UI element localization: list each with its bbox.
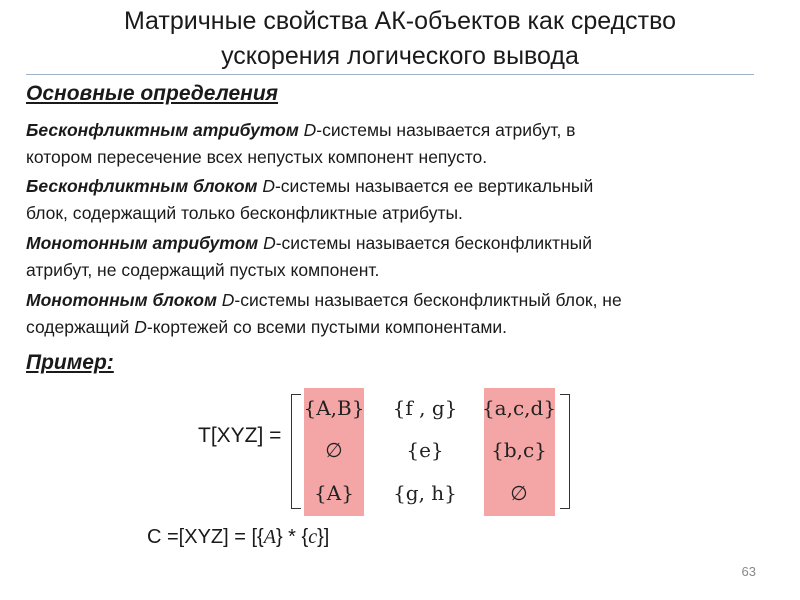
page-number: 63 [741, 564, 756, 579]
matrix-cell: {e} [406, 438, 444, 462]
title-divider [26, 74, 754, 75]
definition-text: атрибут, не содержащий пустых компонент. [26, 260, 380, 280]
matrix-cell: ∅ [510, 481, 528, 505]
section-heading: Основные определения [26, 82, 279, 105]
definition-1 [26, 117, 766, 171]
slide-title-line-2: ускорения логического вывода [221, 42, 579, 70]
definition-text: -системы называется ее вертикальный [274, 176, 594, 196]
matrix-cell: {f , g} [392, 396, 458, 420]
matrix-cell: {b,c} [491, 438, 547, 462]
definition-term: Бесконфликтным блоком [26, 176, 258, 196]
definition-text: -системы называется бесконфликтный блок, не [234, 290, 622, 310]
slide-title-line-1: Матричные свойства АК-объектов как средство [123, 7, 677, 35]
definition-term: Бесконфликтным атрибутом [26, 120, 299, 140]
definition-3 [26, 230, 766, 284]
formula-var-a: A [263, 526, 276, 548]
matrix-label: T[XYZ] = [198, 424, 282, 447]
example-label: Пример: [26, 351, 114, 374]
d-symbol: D [303, 120, 317, 140]
formula-var-c: c [308, 526, 318, 548]
matrix-cell: ∅ [325, 438, 343, 462]
definition-term: Монотонным атрибутом [26, 233, 259, 253]
definition-text: блок, содержащий только бесконфликтные атрибуты. [26, 203, 463, 223]
definition-text: котором пересечение всех непустых компонент непусто. [26, 147, 488, 167]
formula-part: }] [317, 526, 330, 548]
definition-text: содержащий [26, 317, 135, 337]
d-symbol: D [221, 290, 235, 310]
matrix-cell: {A,B} [303, 396, 365, 420]
definition-text: -системы называется бесконфликтный [275, 233, 592, 253]
formula-part: } * { [275, 526, 309, 548]
matrix-right-bracket [560, 394, 570, 509]
matrix-cell: {a,c,d} [481, 396, 557, 420]
d-symbol: D [134, 317, 147, 337]
definition-text: -кортежей со всеми пустыми компонентами. [146, 317, 508, 337]
definition-2 [26, 173, 766, 227]
formula-part: C =[XYZ] = [{ [147, 526, 264, 548]
block-formula [147, 526, 329, 549]
slide-title [40, 4, 760, 74]
matrix-cell: {A} [314, 481, 354, 505]
definition-4 [26, 287, 766, 341]
matrix-cell: {g, h} [393, 481, 457, 505]
d-symbol: D [263, 233, 276, 253]
d-symbol: D [262, 176, 275, 196]
definition-term: Монотонным блоком [26, 290, 217, 310]
definition-text: -системы называется атрибут, в [316, 120, 576, 140]
